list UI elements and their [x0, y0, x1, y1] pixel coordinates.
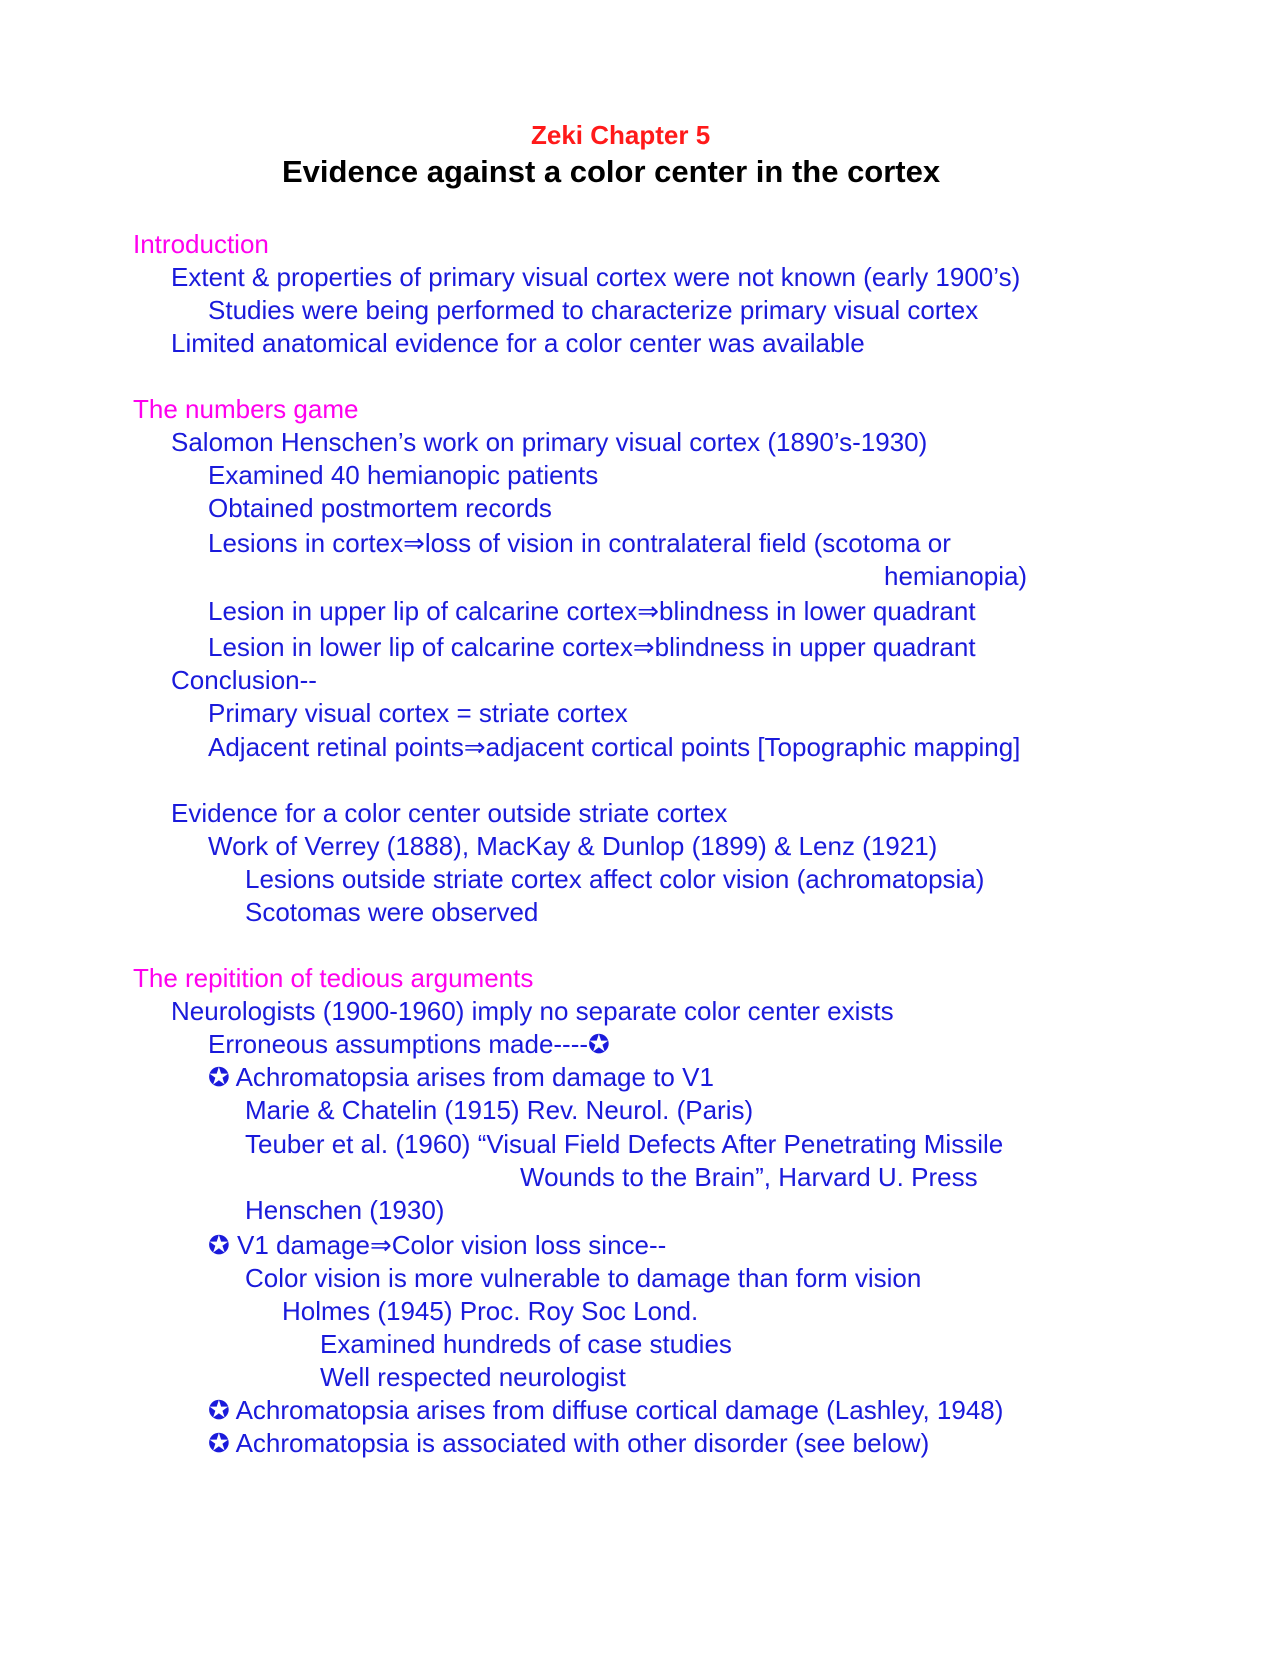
numbers-line: hemianopia) [884, 561, 1028, 591]
repetition-line: Teuber et al. (1960) “Visual Field Defects After Penetrating Missile [245, 1129, 1004, 1159]
repetition-line: ✪ V1 damage⇒Color vision loss since-- [208, 1230, 667, 1260]
numbers-line: Salomon Henschen’s work on primary visual cortex (1890’s-1930) [171, 427, 928, 457]
intro-line: Studies were being performed to characterize primary visual cortex [208, 295, 979, 325]
repetition-line: ✪ Achromatopsia is associated with other disorder (see below) [208, 1428, 930, 1458]
repetition-line: Henschen (1930) [245, 1195, 445, 1225]
repetition-line: Wounds to the Brain”, Harvard U. Press [520, 1162, 978, 1192]
numbers-line: Obtained postmortem records [208, 493, 552, 523]
repetition-line: ✪ Achromatopsia arises from diffuse cortical damage (Lashley, 1948) [208, 1395, 1004, 1425]
numbers-line: Adjacent retinal points⇒adjacent cortical points [Topographic mapping] [208, 732, 1021, 762]
repetition-line: Examined hundreds of case studies [320, 1329, 732, 1359]
repetition-line: Color vision is more vulnerable to damage than form vision [245, 1263, 922, 1293]
page-title: Evidence against a color center in the cortex [282, 154, 941, 189]
repetition-line: Holmes (1945) Proc. Roy Soc Lond. [282, 1296, 699, 1326]
numbers-line: Primary visual cortex = striate cortex [208, 698, 628, 728]
numbers-line: Lesions in cortex⇒loss of vision in contralateral field (scotoma or [208, 528, 951, 558]
repetition-line: ✪ Achromatopsia arises from damage to V1 [208, 1062, 714, 1092]
repetition-line: Well respected neurologist [320, 1362, 626, 1392]
evidence-line: Work of Verrey (1888), MacKay & Dunlop (1899) & Lenz (1921) [208, 831, 938, 861]
section-heading-numbers-game: The numbers game [133, 394, 359, 424]
section-heading-introduction: Introduction [133, 229, 269, 259]
section-heading-repetition: The repitition of tedious arguments [133, 963, 534, 993]
chapter-title: Zeki Chapter 5 [531, 120, 711, 150]
numbers-line: Examined 40 hemianopic patients [208, 460, 599, 490]
intro-line: Limited anatomical evidence for a color center was available [171, 328, 865, 358]
evidence-line: Evidence for a color center outside striate cortex [171, 798, 728, 828]
evidence-line: Lesions outside striate cortex affect color vision (achromatopsia) [245, 864, 985, 894]
intro-line: Extent & properties of primary visual cortex were not known (early 1900’s) [171, 262, 1021, 292]
numbers-line: Lesion in lower lip of calcarine cortex⇒blindness in upper quadrant [208, 632, 976, 662]
repetition-line: Erroneous assumptions made----✪ [208, 1029, 610, 1059]
repetition-line: Neurologists (1900-1960) imply no separate color center exists [171, 996, 894, 1026]
numbers-line: Lesion in upper lip of calcarine cortex⇒blindness in lower quadrant [208, 596, 976, 626]
numbers-line: Conclusion-- [171, 665, 317, 695]
repetition-line: Marie & Chatelin (1915) Rev. Neurol. (Paris) [245, 1095, 754, 1125]
evidence-line: Scotomas were observed [245, 897, 539, 927]
